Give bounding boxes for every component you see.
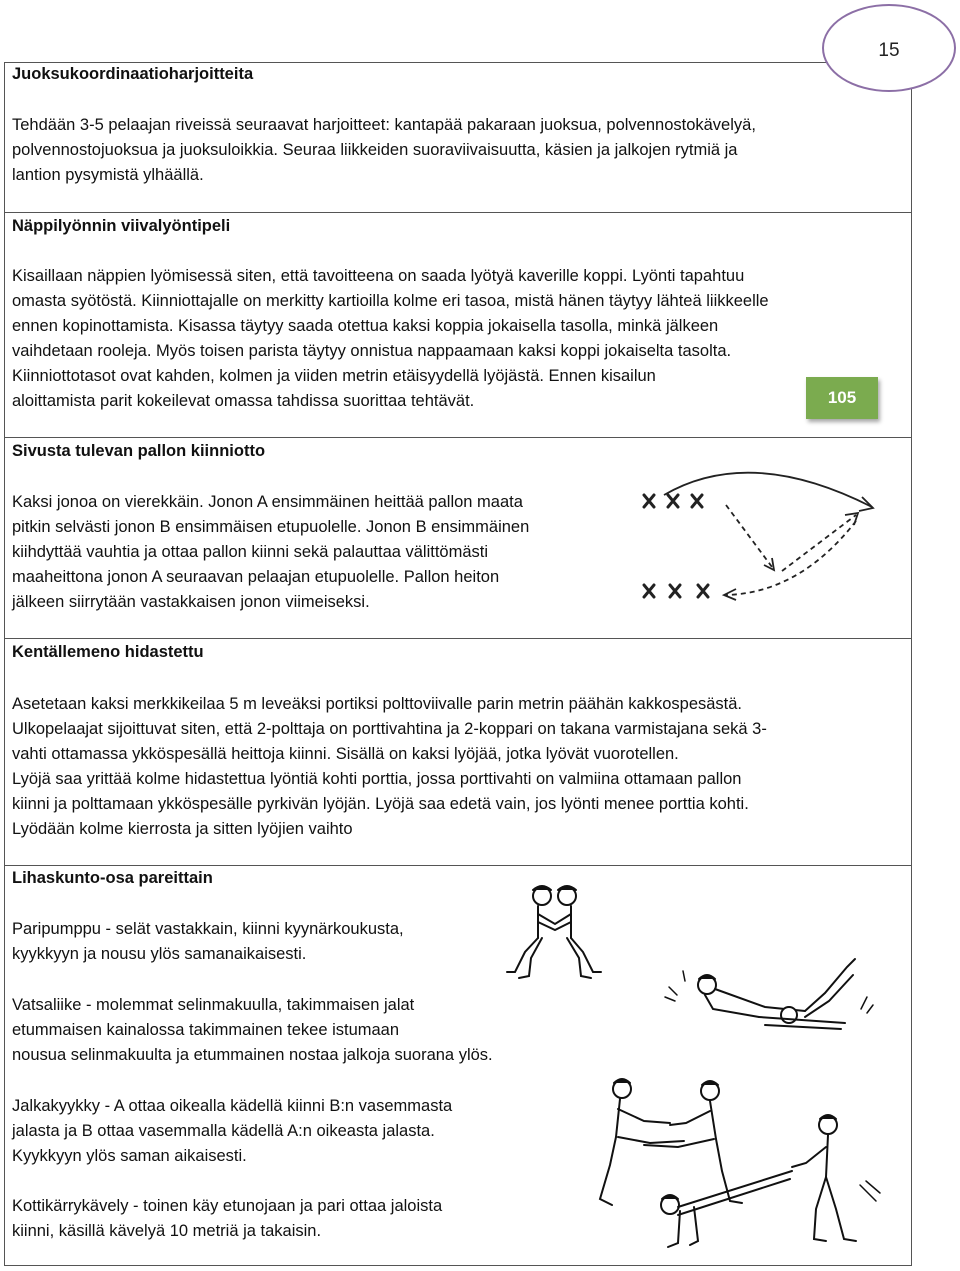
section-2-line: Kiinniottotasot ovat kahden, kolmen ja viiden metrin etäisyydellä lyöjästä. Ennen kisailun xyxy=(12,367,656,385)
section-3-line: kiihdyttää vauhtia ja ottaa pallon kiinni sekä palauttaa välittömästi xyxy=(12,543,489,561)
exercise-pair-pump-line: Paripumppu - selät vastakkain, kiinni kyynärkoukusta, xyxy=(12,920,404,938)
exercise-abs-line: etummaisen kainalossa takimmainen tekee istumaan xyxy=(12,1021,400,1039)
section-4-line: Asetetaan kaksi merkkikeilaa 5 m leveäksi portiksi polttoviivalle parin metrin päähän kakkospesästä. xyxy=(12,695,743,713)
section-1-line: Tehdään 3-5 pelaajan riveissä seuraavat harjoitteet: kantapää pakaraan juoksua, polvennostokävelyä, xyxy=(12,116,756,134)
section-3-line: maaheittona jonon A seuraavan pelaajan etupuolelle. Pallon heiton xyxy=(12,568,500,586)
section-3-line: pitkin selvästi jonon B ensimmäisen etupuolelle. Jonon B ensimmäinen xyxy=(12,518,530,536)
section-1-line: lantion pysymistä ylhäällä. xyxy=(12,166,204,184)
section-4-line: Lyöjä saa yrittää kolme hidastettua lyöntiä kohti porttia, jossa porttivahti on valmiina ottamaan pallon xyxy=(12,770,742,788)
section-title-slowed-field-entry: Kentällemeno hidastettu xyxy=(12,643,204,661)
section-divider xyxy=(4,437,912,438)
section-2-line: Kisaillaan näppien lyömisessä siten, että tavoitteena on saada lyötyä kaverille koppi. Lyönti tapahtuu xyxy=(12,267,745,285)
exercise-wheelbarrow-line: kiinni, käsillä kävelyä 10 metriä ja takaisin. xyxy=(12,1222,322,1240)
catch-drill-diagram xyxy=(630,455,900,615)
section-divider xyxy=(4,865,912,866)
exercise-number-badge: 105 xyxy=(806,377,878,419)
section-title-flick-hit-game: Näppilyönnin viivalyöntipeli xyxy=(12,217,231,235)
page-number-circle xyxy=(822,4,956,92)
page-number: 15 xyxy=(878,40,900,61)
section-divider xyxy=(4,212,912,213)
section-4-line: Ulkopelaajat sijoittuvat siten, että 2-polttaja on porttivahtina ja 2-koppari on takana varmistajana sekä 3- xyxy=(12,720,767,738)
section-4-line: Lyödään kolme kierrosta ja sitten lyöjien vaihto xyxy=(12,820,353,838)
exercise-wheelbarrow-line: Kottikärrykävely - toinen käy etunojaan ja pari ottaa jaloista xyxy=(12,1197,443,1215)
abs-exercise-illustration xyxy=(655,945,880,1055)
pair-pump-illustration xyxy=(505,880,605,990)
section-title-running-coordination: Juoksukoordinaatioharjoitteita xyxy=(12,65,254,83)
section-title-side-ball-catch: Sivusta tulevan pallon kiinniotto xyxy=(12,442,266,460)
section-4-line: vahti ottamassa ykköspesällä heittoja kiinni. Sisällä on kaksi lyöjää, jotka lyövät vuorotellen. xyxy=(12,745,679,763)
section-2-line: omasta syötöstä. Kiinniottajalle on merkitty kartioilla kolme eri tasoa, mistä hänen täytyy lähteä liikkeelle xyxy=(12,292,769,310)
section-4-line: kiinni ja polttamaan ykköspesälle pyrkivän lyöjän. Lyöjä saa edetä vain, jos lyönti menee porttia kohti. xyxy=(12,795,749,813)
section-title-pair-strength: Lihaskunto-osa pareittain xyxy=(12,869,213,887)
section-2-line: aloittamista parit kokeilevat omassa tahdissa suorittaa tehtävät. xyxy=(12,392,475,410)
exercise-pair-pump-line: kyykkyyn ja nousu ylös samanaikaisesti. xyxy=(12,945,307,963)
section-2-line: vaihdetaan rooleja. Myös toisen parista täytyy onnistua nappaamaan kaksi koppi jokaiselta tasolta. xyxy=(12,342,732,360)
exercise-leg-squat-line: Jalkakyykky - A ottaa oikealla kädellä kiinni B:n vasemmasta xyxy=(12,1097,453,1115)
leg-squat-wheelbarrow-illustration xyxy=(560,1075,890,1260)
section-3-line: jälkeen siirrytään vastakkaisen jonon viimeiseksi. xyxy=(12,593,370,611)
exercise-leg-squat-line: Kyykkyyn ylös saman aikaisesti. xyxy=(12,1147,247,1165)
exercise-abs-line: Vatsaliike - molemmat selinmakuulla, takimmaisen jalat xyxy=(12,996,415,1014)
section-2-line: ennen kopinottamista. Kisassa täytyy saada otettua kaksi koppia jokaisella tasolla, minkä jälkeen xyxy=(12,317,719,335)
exercise-abs-line: nousua selinmakuulta ja etummainen nostaa jalkoja suorana ylös. xyxy=(12,1046,493,1064)
section-divider xyxy=(4,638,912,639)
exercise-leg-squat-line: jalasta ja B ottaa vasemmalla kädellä A:n oikeasta jalasta. xyxy=(12,1122,435,1140)
section-3-line: Kaksi jonoa on vierekkäin. Jonon A ensimmäinen heittää pallon maata xyxy=(12,493,523,511)
section-1-line: polvennostojuoksua ja juoksuloikkia. Seuraa liikkeiden suoraviivaisuutta, käsien ja jalkojen rytmiä ja xyxy=(12,141,738,159)
